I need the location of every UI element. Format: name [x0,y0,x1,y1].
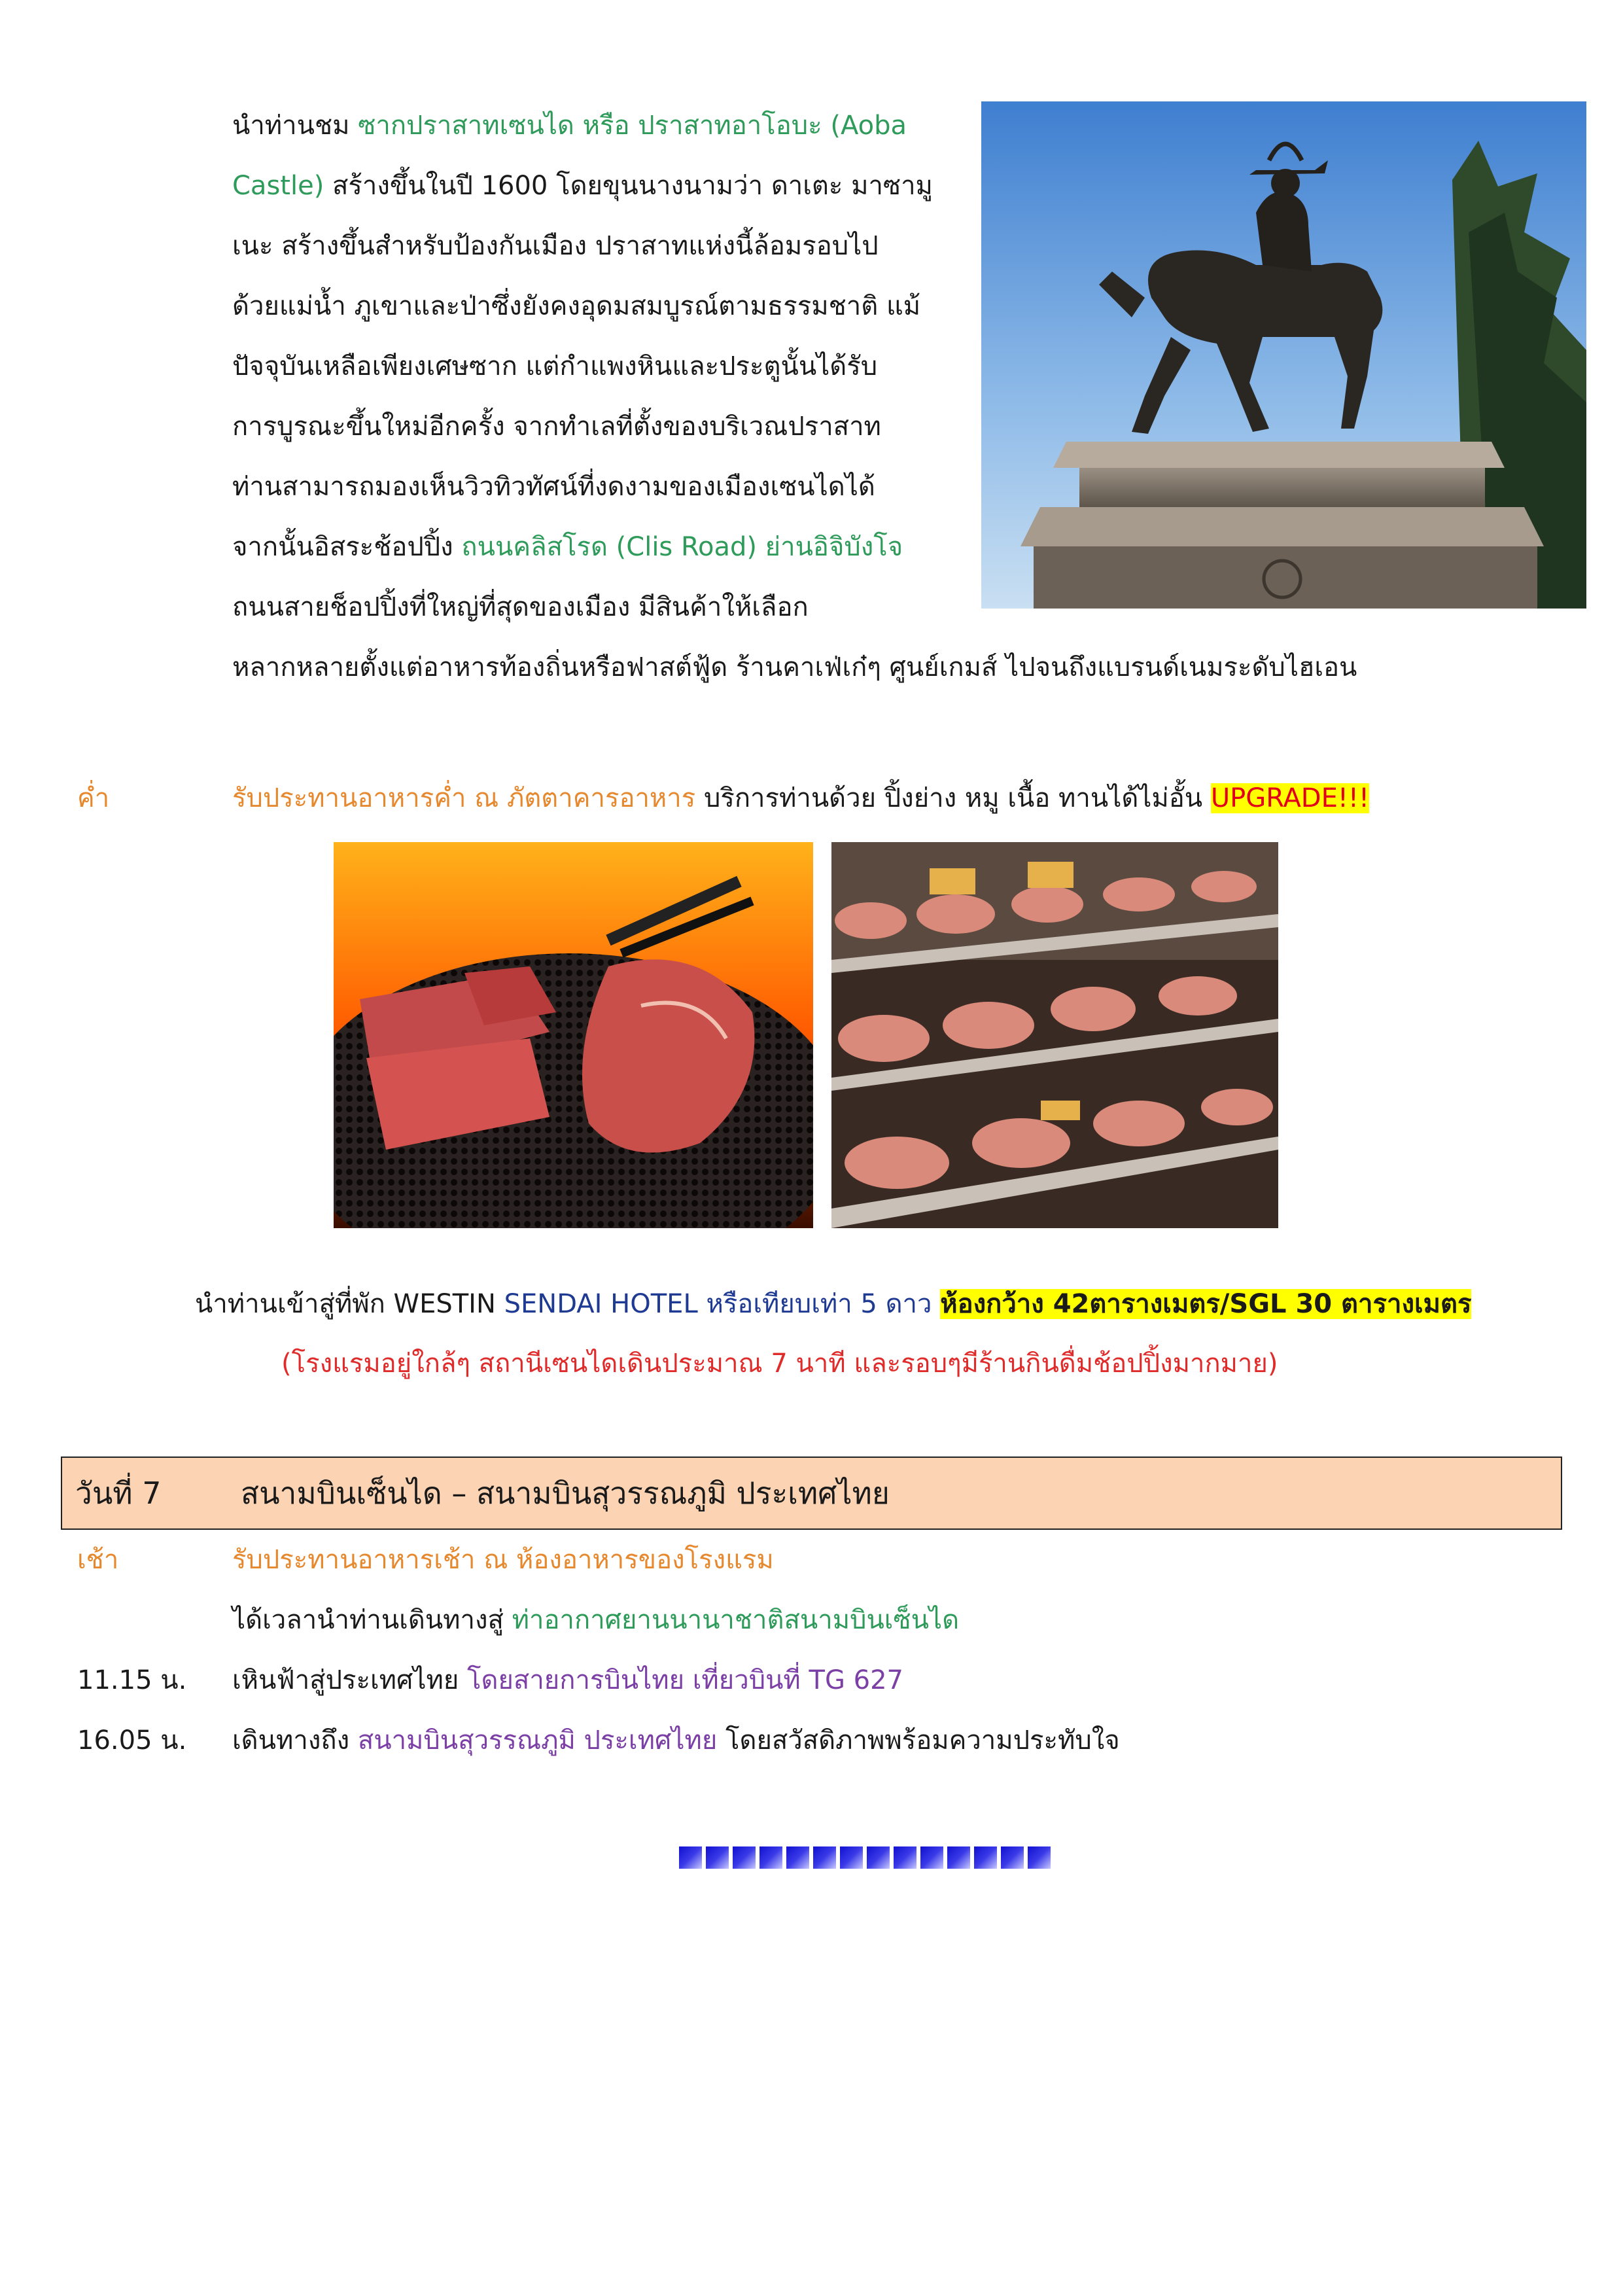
intro-line-10: หลากหลายตั้งแต่อาหารท้องถิ่นหรือฟาสต์ฟู้ด ร้านคาเฟ่เก๋ๆ ศูนย์เกมส์ ไปจนถึงแบรนด์เนมระดับไฮเอน [232,652,1357,682]
breakfast-label: เช้า [77,1545,119,1575]
intro-line-4: ด้วยแม่น้ำ ภูเขาและป่าซึ่งยังคงอุดมสมบูรณ์ตามธรรมชาติ แม้ [232,291,921,321]
intro-line-7: ท่านสามารถมองเห็นวิวทิวทัศน์ที่งดงามของเมืองเซนไดได้ [232,472,875,502]
divider-square [974,1846,997,1869]
divider-square [733,1846,756,1869]
bbq-grill-photo [334,842,813,1228]
dinner-label: ค่ำ [77,783,110,813]
divider-square [920,1846,943,1869]
dinner-text: รับประทานอาหารค่ำ ณ ภัตตาคารอาหาร บริการท่านด้วย ปิ้งย่าง หมู เนื้อ ทานได้ไม่อั้น UPGRADE!!! [232,783,1369,813]
hotel-line: นำท่านเข้าสู่ที่พัก WESTIN SENDAI HOTEL หรือเทียบเท่า 5 ดาว ห้องกว้าง 42ตารางเมตร/SGL 30 ตารางเมตร [195,1289,1472,1319]
samurai-statue-photo [981,101,1586,609]
day-7-label: วันที่ 7 [75,1475,162,1511]
time-1115: 11.15 น. [77,1665,187,1695]
clis-road-text: ถนนคลิสโรด (Clis Road) ย่านอิจิบังโจ [461,532,903,562]
divider-square [1028,1846,1051,1869]
hotel-name: SENDAI HOTEL หรือเทียบเท่า 5 ดาว [504,1289,932,1319]
divider-square [947,1846,970,1869]
intro-line-5: ปัจจุบันเหลือเพียงเศษซาก แต่กำแพงหินและประตูนั้นได้รับ [232,351,878,381]
intro-line-1: นำท่านชม ซากปราสาทเซนได หรือ ปราสาทอาโอบะ (Aoba [232,111,907,141]
divider-square [706,1846,729,1869]
flight-text: เหินฟ้าสู่ประเทศไทย โดยสายการบินไทย เที่ยวบินที่ TG 627 [232,1665,904,1695]
upgrade-badge: UPGRADE!!! [1210,783,1369,813]
divider-square [813,1846,836,1869]
intro-line-3: เนะ สร้างขึ้นสำหรับป้องกันเมือง ปราสาทแห่งนี้ล้อมรอบไป [232,231,879,261]
divider-square [894,1846,916,1869]
intro-line-9: ถนนสายช็อปปิ้งที่ใหญ่ที่สุดของเมือง มีสินค้าให้เลือก [232,592,809,622]
day-7-title: สนามบินเซ็นได – สนามบินสุวรรณภูมิ ประเทศไทย [241,1475,890,1511]
room-size-highlight: ห้องกว้าง 42ตารางเมตร/SGL 30 ตารางเมตร [940,1289,1472,1319]
divider-square [840,1846,863,1869]
aoba-castle-link: ซากปราสาทเซนได หรือ ปราสาทอาโอบะ (Aoba [358,111,907,141]
decorative-divider [679,1846,1051,1869]
divider-square [1001,1846,1024,1869]
intro-line-8: จากนั้นอิสระช้อปปิ้ง ถนนคลิสโรด (Clis Road) ย่านอิจิบังโจ [232,532,903,562]
transfer-text: ได้เวลานำท่านเดินทางสู่ ท่าอากาศยานนานาชาติสนามบินเซ็นได [232,1605,960,1635]
divider-square [679,1846,702,1869]
hotel-note: (โรงแรมอยู่ใกล้ๆ สถานีเซนไดเดินประมาณ 7 นาที และรอบๆมีร้านกินดื่มช้อปปิ้งมากมาย) [281,1349,1278,1379]
arrival-text: เดินทางถึง สนามบินสุวรรณภูมิ ประเทศไทย โดยสวัสดิภาพพร้อมความประทับใจ [232,1725,1120,1756]
divider-square [759,1846,782,1869]
breakfast-text: รับประทานอาหารเช้า ณ ห้องอาหารของโรงแรม [232,1545,774,1575]
time-1605: 16.05 น. [77,1725,187,1756]
meat-buffet-photo [831,842,1278,1228]
intro-line-6: การบูรณะขึ้นใหม่อีกครั้ง จากทำเลที่ตั้งของบริเวณปราสาท [232,412,881,442]
divider-square [786,1846,809,1869]
intro-line-2: Castle) สร้างขึ้นในปี 1600 โดยขุนนางนามว่า ดาเตะ มาซามู [232,171,933,201]
divider-square [867,1846,890,1869]
